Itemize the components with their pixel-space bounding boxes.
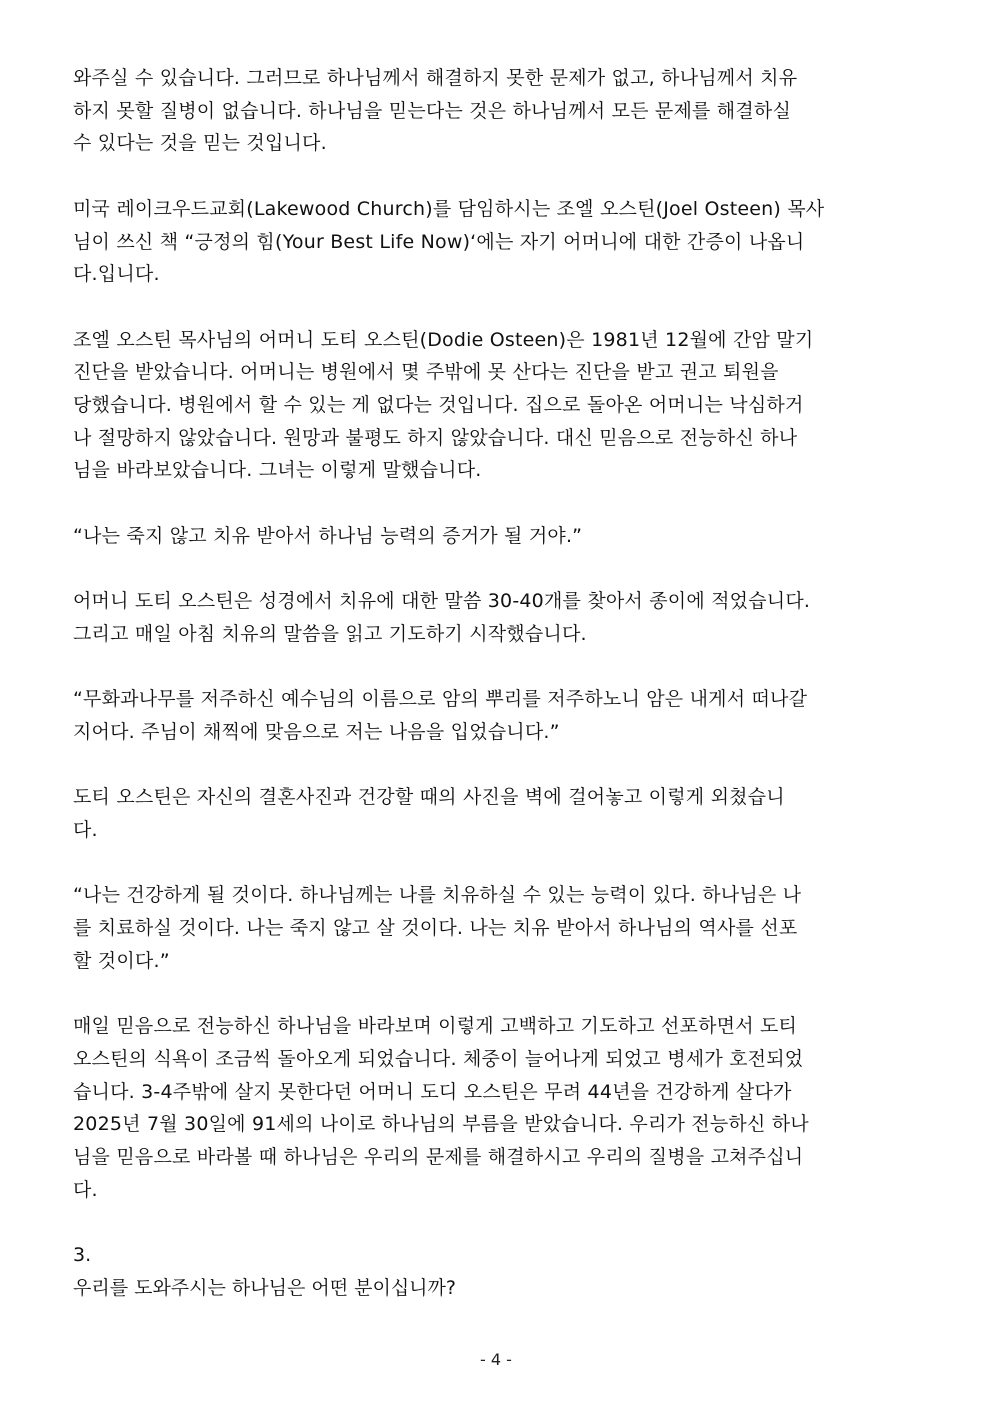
paragraph-3: 조엘 오스틴 목사님의 어머니 도티 오스틴(Dodie Osteen)은 1981년 12월에 간암 말기 진단을 받았습니다. 어머니는 병원에서 몇 주밖에 못 산다는 진단을 받고 권고 퇴원을 당했습니다. 병원에서 할 수 있는 게 없다는 것입니다. 집으로 돌아온 어머니는 낙심하거 나 절망하지 않았습니다. 원망과 불평도 하지 않았습니다. 대신 믿음으로 전능하신 하나 님을 바라보았습니다. 그녀는 이렇게 말했습니다. bbox=[73, 328, 814, 482]
paragraph-5: 도티 오스틴은 자신의 결혼사진과 건강할 때의 사진을 벽에 걸어놓고 이렇게 외쳤습니 다. bbox=[73, 786, 785, 842]
document-page bbox=[73, 62, 921, 1305]
paragraph-6: 매일 믿음으로 전능하신 하나님을 바라보며 이렇게 고백하고 기도하고 선포하면서 도티 오스틴의 식욕이 조금씩 돌아오게 되었습니다. 체중이 늘어나게 되었고 병세가 호전되었 습니다. 3-4주밖에 살지 못한다던 어머니 도디 오스틴은 무려 44년을 건강하게 살다가 2025년 7월 30일에 91세의 나이로 하나님의 부름을 받았습니다. 우리가 전능하신 하나 님을 믿음으로 바라볼 때 하나님은 우리의 문제를 해결하시고 우리의 질병을 고쳐주십니 다. bbox=[73, 1015, 809, 1201]
section-number: 3. bbox=[73, 1244, 92, 1267]
section-question: 우리를 도와주시는 하나님은 어떤 분이십니까? bbox=[73, 1276, 456, 1299]
paragraph-2: 미국 레이크우드교회(Lakewood Church)를 담임하시는 조엘 오스틴(Joel Osteen) 목사 님이 쓰신 책 “긍정의 힘(Your Best Life Now)‘에는 자기 어머니에 대한 간증이 나옵니 다.입니다. bbox=[73, 197, 825, 286]
paragraph-1: 와주실 수 있습니다. 그러므로 하나님께서 해결하지 못한 문제가 없고, 하나님께서 치유 하지 못할 질병이 없습니다. 하나님을 믿는다는 것은 하나님께서 모든 문제를 해결하실 수 있다는 것을 믿는 것입니다. bbox=[73, 67, 798, 155]
page-number: - 4 - bbox=[480, 1350, 512, 1369]
paragraph-4: 어머니 도티 오스틴은 성경에서 치유에 대한 말씀 30-40개를 찾아서 종이에 적었습니다. 그리고 매일 아침 치유의 말씀을 읽고 기도하기 시작했습니다. bbox=[73, 590, 811, 645]
quote-1: “나는 죽지 않고 치유 받아서 하나님 능력의 증거가 될 거야.” bbox=[73, 524, 583, 547]
quote-2: “무화과나무를 저주하신 예수님의 이름으로 암의 뿌리를 저주하노니 암은 내게서 떠나갈 지어다. 주님이 채찍에 맞음으로 저는 나음을 입었습니다.” bbox=[73, 688, 808, 743]
quote-3: “나는 건강하게 될 것이다. 하나님께는 나를 치유하실 수 있는 능력이 있다. 하나님은 나 를 치료하실 것이다. 나는 죽지 않고 살 것이다. 나는 치유 받아서 하나님의 역사를 선포 할 것이다.” bbox=[73, 884, 802, 972]
